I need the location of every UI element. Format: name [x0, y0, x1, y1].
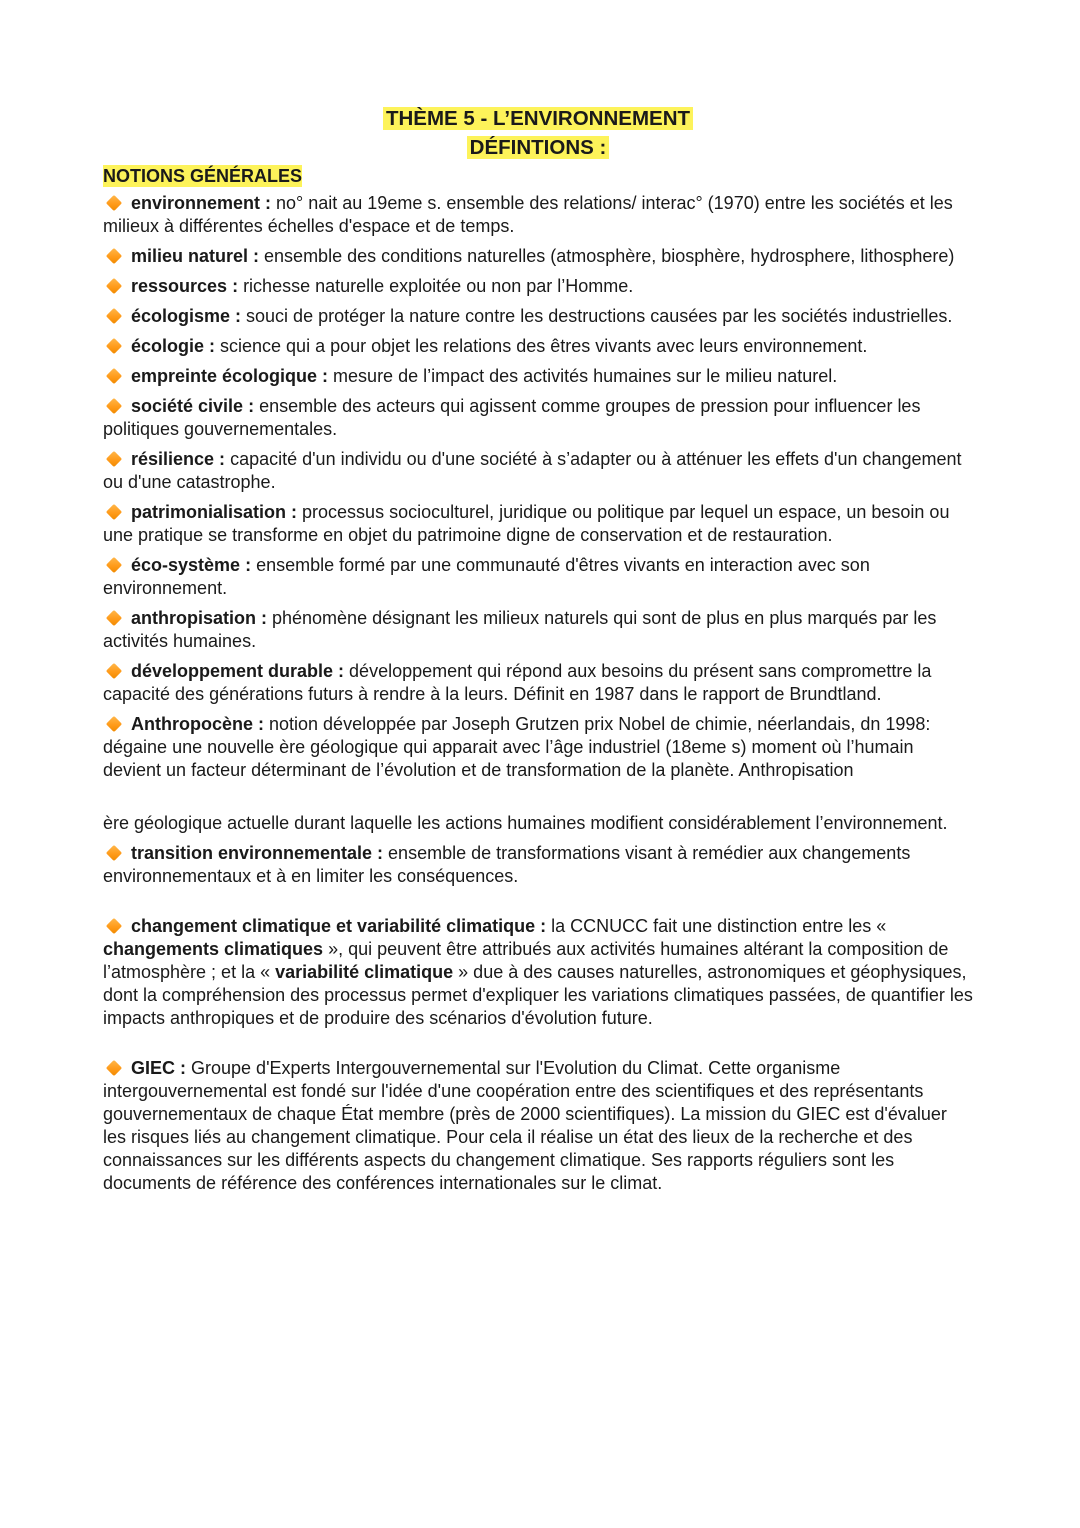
definition-term: société civile : — [131, 396, 255, 416]
definition-term: développement durable : — [131, 661, 345, 681]
definition-term: ressources : — [131, 276, 239, 296]
definition-changement-climatique — [103, 915, 973, 1030]
definition-item — [103, 395, 973, 441]
definition-text-part: la CCNUCC fait une distinction entre les « — [546, 916, 887, 936]
definition-term: patrimonialisation : — [131, 502, 298, 522]
definition-item — [103, 365, 973, 388]
definition-term: empreinte écologique : — [131, 366, 329, 386]
definition-text: richesse naturelle exploitée ou non par l’Homme. — [238, 276, 634, 296]
orange-diamond-icon — [106, 716, 122, 732]
definition-term: transition environnementale : — [131, 843, 384, 863]
definition-term: GIEC : — [131, 1058, 187, 1078]
orange-diamond-icon — [106, 451, 122, 467]
definition-text: Groupe d'Experts Intergouvernemental sur l'Evolution du Climat. Cette organisme intergouvernemental est fondé sur l'idée d'une coopération entre des scientifiques et des représentants gouvernementaux de chaque État membre (près de 2000 scientifiques). La mission du GIEC est d'évaluer les risques liés au changement climatique. Pour cela il réalise un état des lieux de la recherche et des connaissances sur les différents aspects du changement climatique. Ses rapports réguliers sont les documents de référence des conférences internationales sur le climat. — [103, 1058, 947, 1193]
definition-term: milieu naturel : — [131, 246, 260, 266]
orange-diamond-icon — [106, 918, 122, 934]
definition-giec — [103, 1057, 973, 1195]
definition-emphasis: changements climatiques — [103, 939, 324, 959]
definition-item — [103, 448, 973, 494]
definition-list — [103, 192, 973, 782]
definition-term: éco-système : — [131, 555, 252, 575]
definition-text: notion développée par Joseph Grutzen prix Nobel de chimie, néerlandais, dn 1998: dégaine une nouvelle ère géologique qui apparait avec l’âge industriel (18eme s) moment où l’humain devient un facteur déterminant de l’évolution et de transformation de la planète. Anthropisation — [103, 714, 931, 780]
definition-transition-environnementale — [103, 842, 973, 888]
definition-item — [103, 713, 973, 782]
title-definitions: DÉFINTIONS : — [467, 136, 610, 159]
orange-diamond-icon — [106, 1060, 122, 1076]
title-line-2 — [103, 133, 973, 162]
paragraph-ere-geologique: ère géologique actuelle durant laquelle les actions humaines modifient considérablement l’environnement. — [103, 813, 948, 833]
orange-diamond-icon — [106, 557, 122, 573]
definition-term: résilience : — [131, 449, 226, 469]
orange-diamond-icon — [106, 610, 122, 626]
definition-term: environnement : — [131, 193, 272, 213]
definition-text: processus socioculturel, juridique ou politique par lequel un espace, un besoin ou une pratique se transforme en objet du patrimoine digne de conservation et de restauration. — [103, 502, 950, 545]
definition-item — [103, 554, 973, 600]
definition-item — [103, 245, 973, 268]
section-heading: NOTIONS GÉNÉRALES — [103, 166, 303, 186]
document-page — [103, 104, 973, 1195]
definition-text: phénomène désignant les milieux naturels qui sont de plus en plus marqués par les activités humaines. — [103, 608, 937, 651]
definition-text: mesure de l’impact des activités humaines sur le milieu naturel. — [328, 366, 838, 386]
definition-text: souci de protéger la nature contre les destructions causées par les sociétés industrielles. — [241, 306, 953, 326]
definition-term: écologisme : — [131, 306, 242, 326]
definition-item — [103, 660, 973, 706]
definition-term: Anthropocène : — [131, 714, 264, 734]
definition-text: no° nait au 19eme s. ensemble des relations/ interac° (1970) entre les sociétés et les milieux à différentes échelles d'espace et de temps. — [103, 193, 953, 236]
definition-text: développement qui répond aux besoins du présent sans compromettre la capacité des générations futurs à rendre à la leurs. Définit en 1987 dans le rapport de Brundtland. — [103, 661, 932, 704]
definition-text-part: » due à des causes naturelles, astronomiques et géophysiques, dont la compréhension des processus permet d'expliquer les variations climatiques passées, de quantifier les impacts anthropiques et de produire des scénarios d'évolution future. — [103, 962, 973, 1028]
orange-diamond-icon — [106, 663, 122, 679]
definition-text: ensemble de transformations visant à remédier aux changements environnementaux et à en limiter les conséquences. — [103, 843, 911, 886]
definition-term: changement climatique et variabilité climatique : — [131, 916, 547, 936]
title-theme: THÈME 5 - L’ENVIRONNEMENT — [383, 107, 693, 130]
orange-diamond-icon — [106, 308, 122, 324]
definition-text: ensemble des acteurs qui agissent comme groupes de pression pour influencer les politiques gouvernementales. — [103, 396, 921, 439]
definition-item — [103, 275, 973, 298]
definition-term: anthropisation : — [131, 608, 267, 628]
definition-item — [103, 607, 973, 653]
orange-diamond-icon — [106, 504, 122, 520]
orange-diamond-icon — [106, 398, 122, 414]
definition-item — [103, 192, 973, 238]
definition-item — [103, 335, 973, 358]
title-line-1 — [103, 104, 973, 133]
definition-text-part: », qui peuvent être attribués aux activités humaines altérant la composition de l’atmosphère ; et la « — [103, 939, 949, 982]
orange-diamond-icon — [106, 338, 122, 354]
orange-diamond-icon — [106, 845, 122, 861]
document-title — [103, 104, 973, 162]
definition-text: ensemble des conditions naturelles (atmosphère, biosphère, hydrosphere, lithosphere) — [259, 246, 955, 266]
definition-text: science qui a pour objet les relations des êtres vivants avec leurs environnement. — [215, 336, 868, 356]
orange-diamond-icon — [106, 195, 122, 211]
orange-diamond-icon — [106, 248, 122, 264]
definition-term: écologie : — [131, 336, 216, 356]
orange-diamond-icon — [106, 278, 122, 294]
orange-diamond-icon — [106, 368, 122, 384]
definition-item — [103, 305, 973, 328]
definition-item — [103, 501, 973, 547]
definition-text: ensemble formé par une communauté d'êtres vivants en interaction avec son environnement. — [103, 555, 870, 598]
definition-text: capacité d'un individu ou d'une société à s’adapter ou à atténuer les effets d'un changement ou d'une catastrophe. — [103, 449, 962, 492]
definition-emphasis: variabilité climatique — [275, 962, 454, 982]
